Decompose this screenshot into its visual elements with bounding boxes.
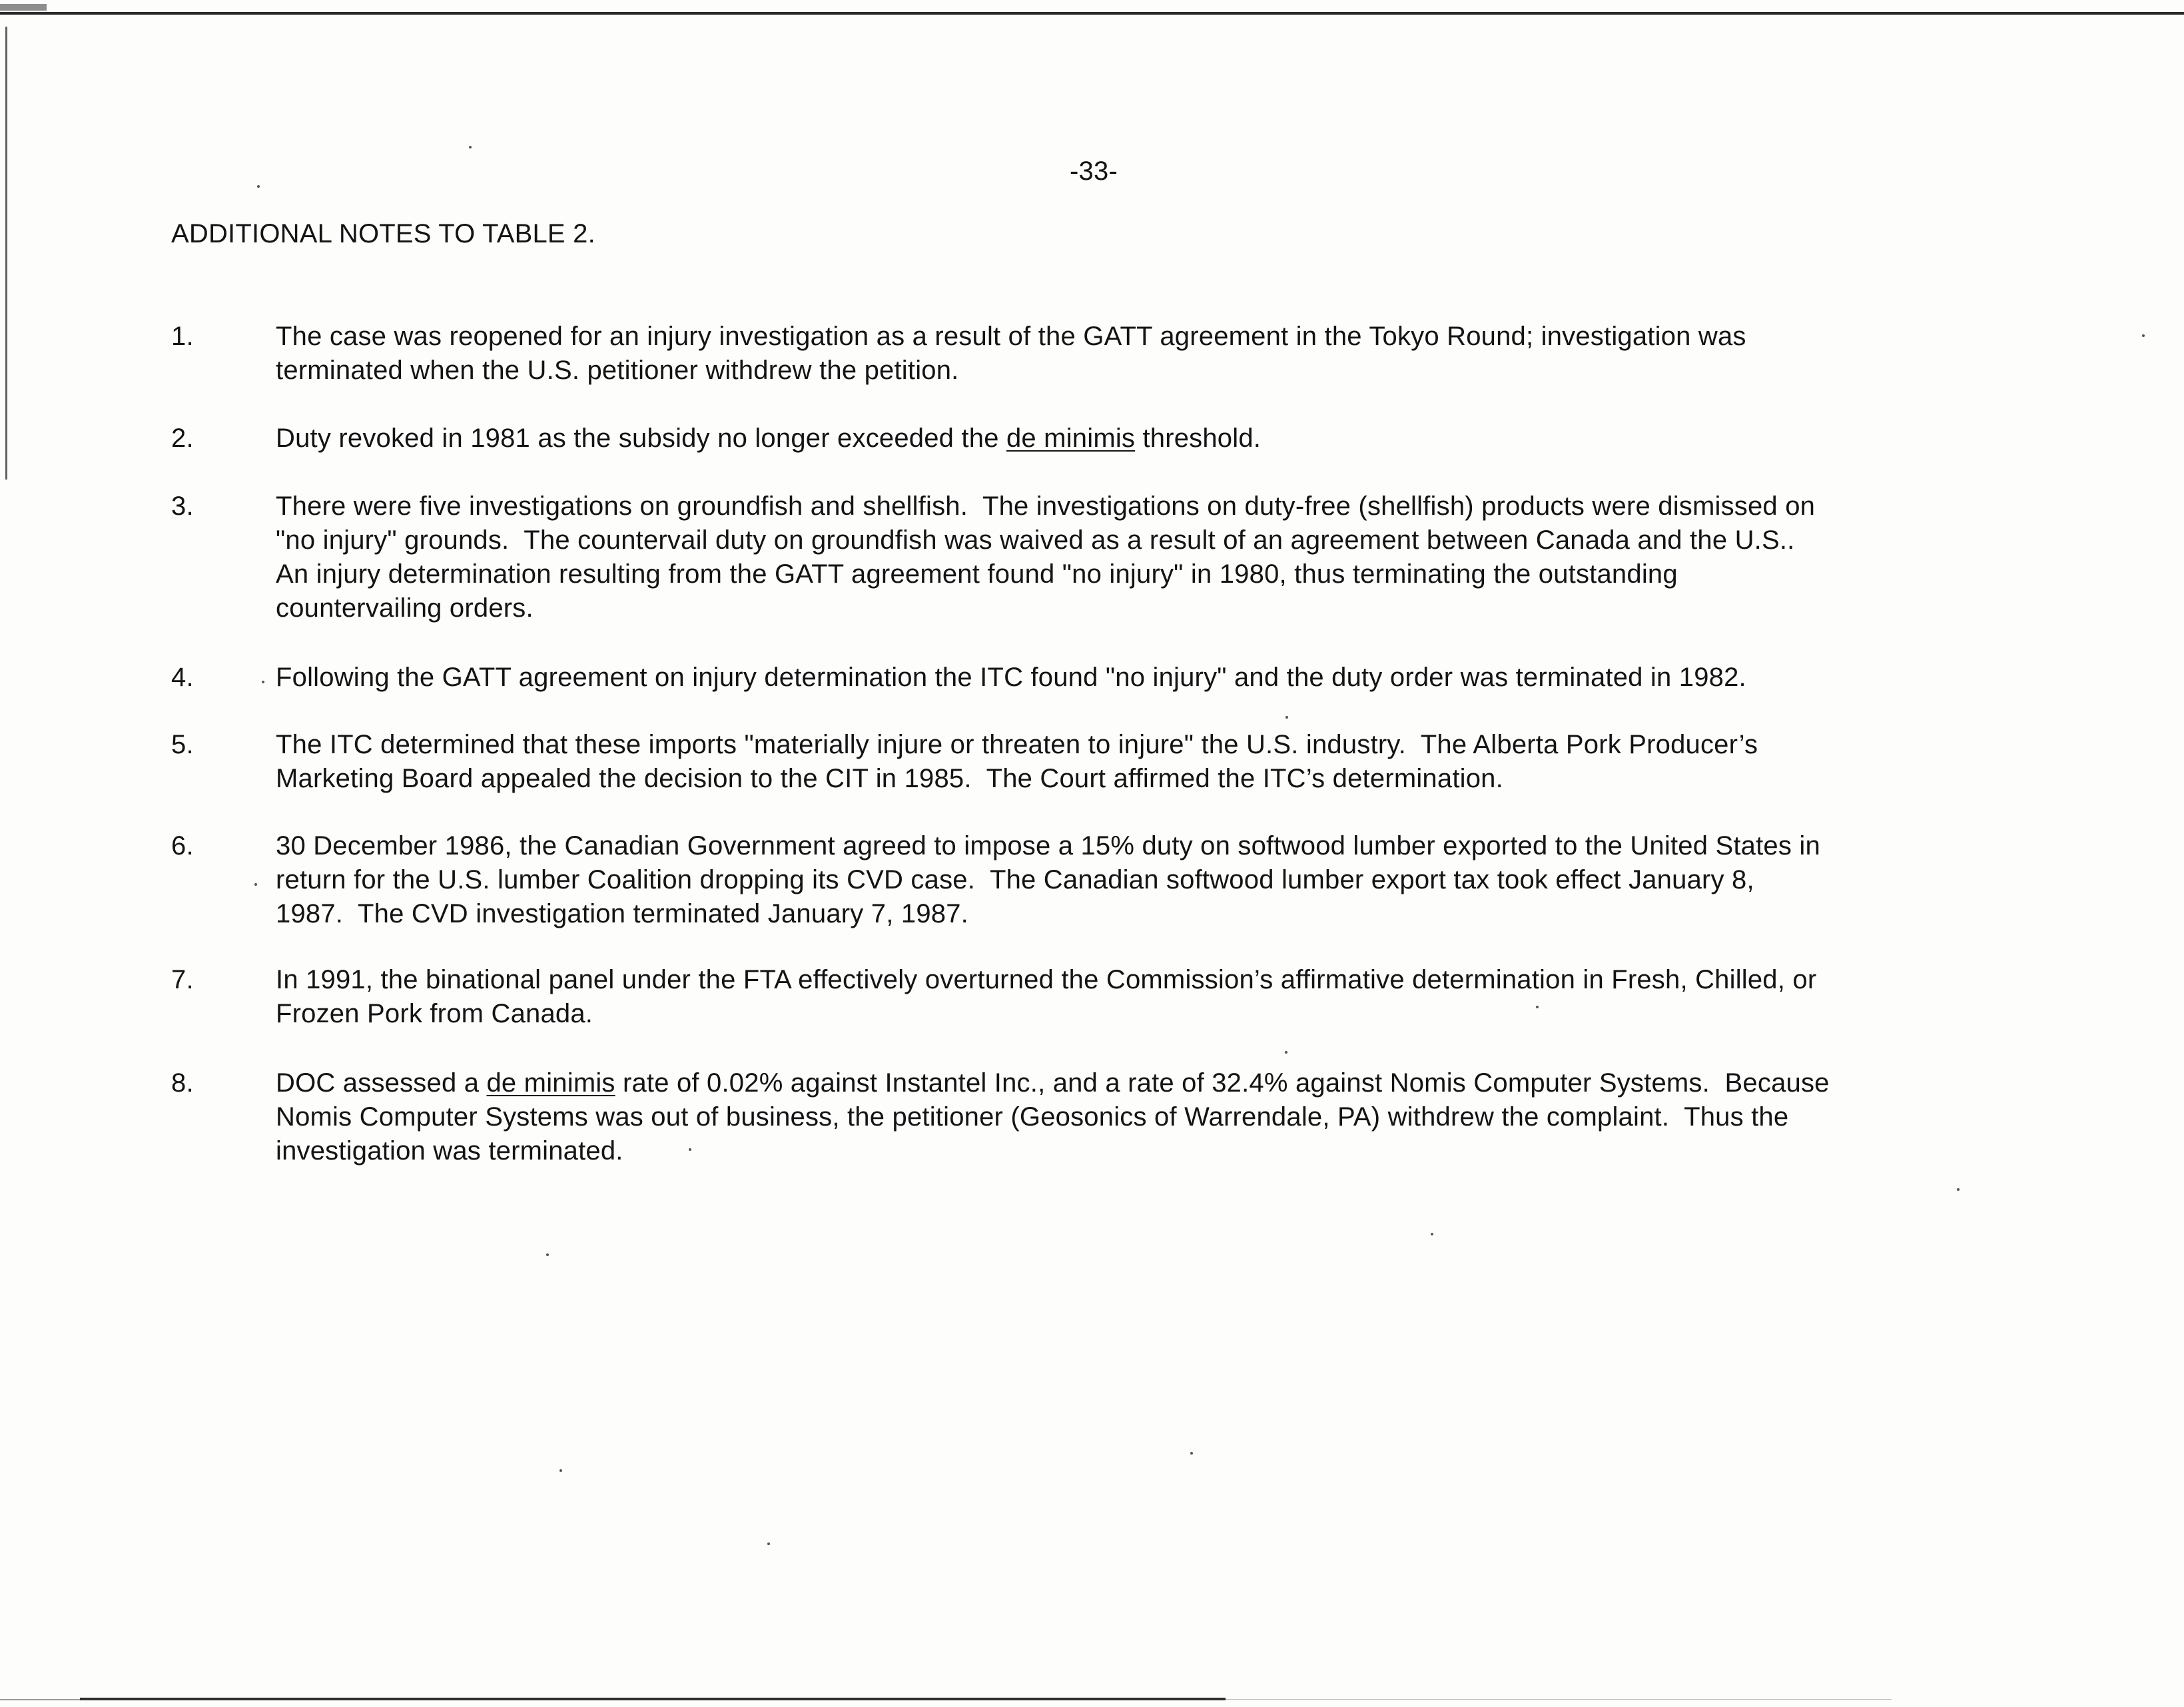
note-number: 7.: [171, 965, 194, 994]
note-text-line: [276, 422, 1261, 456]
note-text-line: An injury determination resulting from the GATT agreement found "no injury" in 1980, thus terminating the outstanding: [276, 559, 1678, 589]
note-text-segment: Duty revoked in 1981 as the subsidy no longer exceeded the: [276, 424, 1006, 453]
note-text: [276, 422, 1261, 456]
note-text: [276, 661, 1746, 695]
note-text-line: [276, 1066, 1830, 1100]
scan-speck: [559, 1469, 562, 1472]
note-text-line: return for the U.S. lumber Coalition dropping its CVD case. The Canadian softwood lumber export tax took effect January 8,: [276, 865, 1754, 894]
note-text-line: In 1991, the binational panel under the FTA effectively overturned the Commission’s affirmative determination in Fresh, Chilled, or: [276, 965, 1817, 994]
note-number: 6.: [171, 831, 194, 860]
scan-speck: [1285, 716, 1288, 719]
scan-border-bottom-faint: [0, 1699, 80, 1700]
underlined-term: de minimis: [1006, 424, 1136, 453]
underlined-term: de minimis: [486, 1068, 615, 1098]
scan-border-corner: [0, 4, 47, 11]
note-number: 1.: [171, 322, 194, 351]
note-text-segment: threshold.: [1135, 424, 1262, 453]
scan-speck: [1190, 1452, 1193, 1455]
note-number: 4.: [171, 663, 194, 692]
scan-border-bottom-faint: [1226, 1699, 1892, 1700]
scan-speck: [1431, 1233, 1433, 1235]
scan-speck: [1285, 1051, 1287, 1054]
note-text-line: "no injury" grounds. The countervail duty on groundfish was waived as a result of an agreement between Canada and the U.S..: [276, 525, 1795, 555]
note-text: [276, 963, 1816, 1031]
note-text-line: The case was reopened for an injury investigation as a result of the GATT agreement in the Tokyo Round; investigation was: [276, 322, 1746, 351]
note-text-line: terminated when the U.S. petitioner withdrew the petition.: [276, 356, 959, 385]
note-number: 8.: [171, 1068, 194, 1098]
note-text-line: Following the GATT agreement on injury determination the ITC found "no injury" and the duty order was terminated in 1982.: [276, 663, 1746, 692]
note-text-line: The ITC determined that these imports "materially injure or threaten to injure" the U.S. industry. The Alberta Pork Producer’s: [276, 730, 1758, 759]
note-text-line: Nomis Computer Systems was out of business, the petitioner (Geosonics of Warrendale, PA) withdrew the complaint. Thus the: [276, 1102, 1789, 1132]
scan-speck: [2142, 334, 2145, 337]
scan-speck: [257, 185, 260, 188]
note-number: 5.: [171, 730, 194, 759]
note-text-line: 30 December 1986, the Canadian Government agreed to impose a 15% duty on softwood lumber exported to the United States in: [276, 831, 1820, 860]
note-text-line: Marketing Board appealed the decision to the CIT in 1985. The Court affirmed the ITC’s determination.: [276, 764, 1503, 793]
note-text: [276, 829, 1820, 931]
section-heading: ADDITIONAL NOTES TO TABLE 2.: [171, 219, 595, 248]
scan-speck: [546, 1253, 549, 1256]
note-text: [276, 728, 1758, 796]
note-text: [276, 490, 1815, 625]
scan-speck: [254, 883, 257, 886]
scan-border-top: [0, 12, 2184, 15]
note-text-line: Frozen Pork from Canada.: [276, 999, 593, 1028]
scan-speck: [262, 681, 264, 683]
note-text-line: 1987. The CVD investigation terminated January 7, 1987.: [276, 899, 968, 928]
note-text: [276, 320, 1746, 388]
note-number: 3.: [171, 492, 194, 521]
note-text: [276, 1066, 1830, 1168]
note-text-line: countervailing orders.: [276, 593, 534, 623]
scan-border-bottom: [80, 1698, 1226, 1700]
note-text-segment: DOC assessed a: [276, 1068, 487, 1098]
page-number: -33-: [1070, 157, 1118, 186]
note-number: 2.: [171, 424, 194, 453]
note-text-line: There were five investigations on groundfish and shellfish. The investigations on duty-free (shellfish) products were dismissed on: [276, 492, 1816, 521]
scan-speck: [1957, 1188, 1960, 1191]
scan-border-left: [5, 27, 7, 480]
note-text-line: investigation was terminated.: [276, 1136, 623, 1166]
scan-speck: [767, 1542, 770, 1545]
note-text-segment: rate of 0.02% against Instantel Inc., and a rate of 32.4% against Nomis Computer Systems. Because: [615, 1068, 1830, 1098]
scan-speck: [469, 146, 472, 149]
